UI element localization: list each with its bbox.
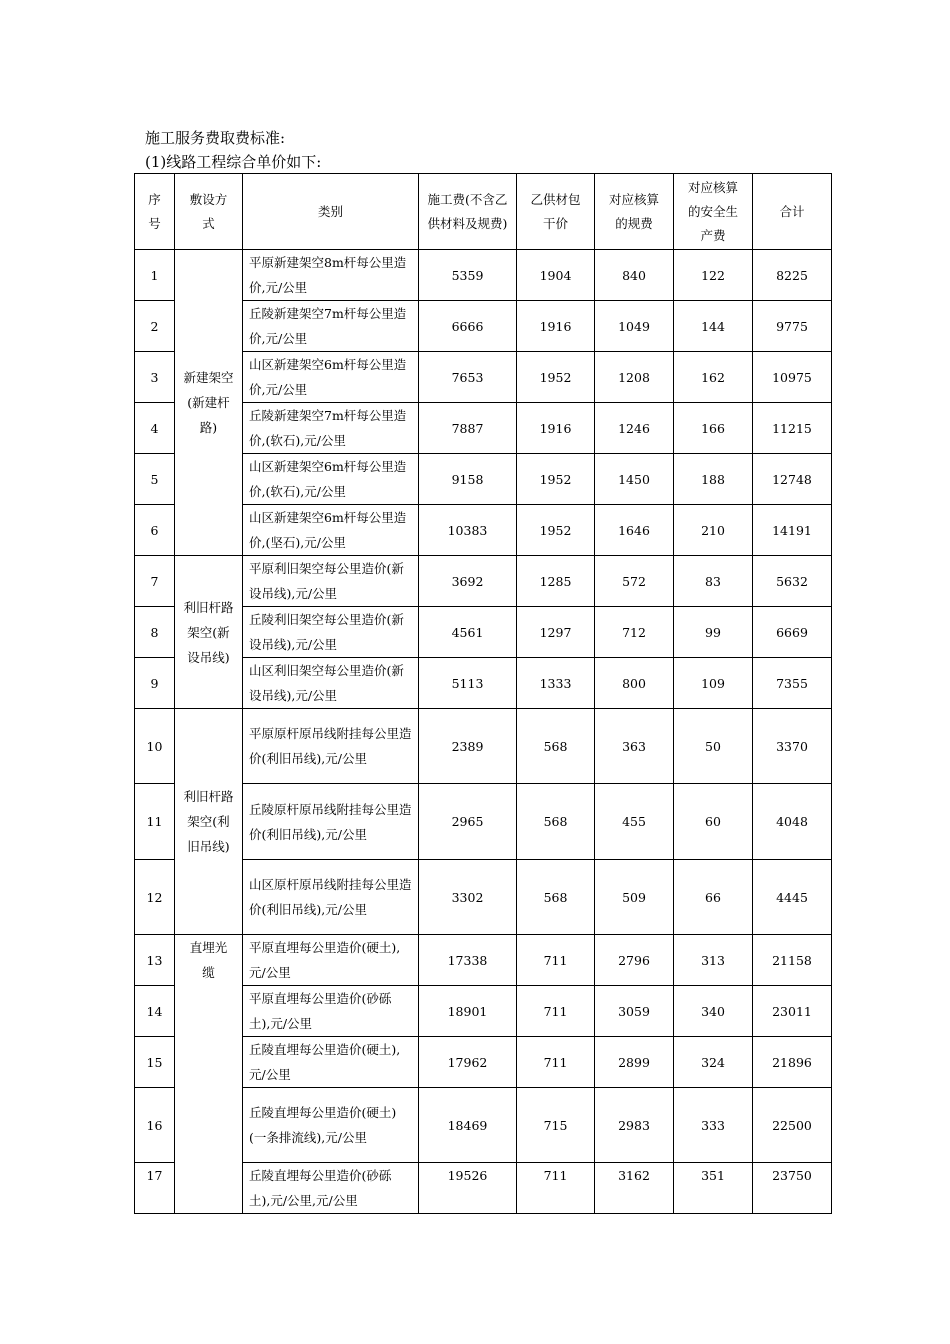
- table-row: [135, 709, 832, 784]
- cell-category: 丘陵新建架空7m杆每公里造价,元/公里: [243, 301, 419, 352]
- cell-construction-fee: 2389: [419, 709, 517, 784]
- cell-material: 1916: [517, 301, 595, 352]
- cell-category: 丘陵新建架空7m杆每公里造价,(软石),元/公里: [243, 403, 419, 454]
- cell-regulatory-fee: 840: [595, 250, 674, 301]
- cell-construction-fee: 10383: [419, 505, 517, 556]
- cell-total: 7355: [753, 658, 832, 709]
- cell-construction-fee: 5359: [419, 250, 517, 301]
- cell-material: 1916: [517, 403, 595, 454]
- cell-material: 715: [517, 1088, 595, 1163]
- col-header-seq: 序号: [135, 174, 175, 250]
- cell-total: 4048: [753, 784, 832, 860]
- cell-construction-fee: 3692: [419, 556, 517, 607]
- cell-safety-fee: 313: [674, 935, 753, 986]
- cell-seq: 15: [135, 1037, 175, 1088]
- cell-seq: 12: [135, 860, 175, 935]
- cell-regulatory-fee: 712: [595, 607, 674, 658]
- cell-regulatory-fee: 2796: [595, 935, 674, 986]
- cell-construction-fee: 18901: [419, 986, 517, 1037]
- cell-regulatory-fee: 1646: [595, 505, 674, 556]
- cell-material: 1952: [517, 505, 595, 556]
- cell-material: 1297: [517, 607, 595, 658]
- cell-total: 11215: [753, 403, 832, 454]
- cell-material: 1285: [517, 556, 595, 607]
- cell-construction-fee: 18469: [419, 1088, 517, 1163]
- cell-material: 1952: [517, 454, 595, 505]
- cell-total: 3370: [753, 709, 832, 784]
- cell-seq: 2: [135, 301, 175, 352]
- cell-total: 21896: [753, 1037, 832, 1088]
- cell-safety-fee: 66: [674, 860, 753, 935]
- unit-price-table: [134, 173, 832, 1214]
- cell-category: 丘陵直埋每公里造价(硬土),元/公里: [243, 1037, 419, 1088]
- col-header-category: 类别: [243, 174, 419, 250]
- cell-seq: 10: [135, 709, 175, 784]
- cell-category: 平原直埋每公里造价(砂砾土),元/公里: [243, 986, 419, 1037]
- cell-material: 568: [517, 709, 595, 784]
- table-row: [135, 250, 832, 301]
- cell-category: 丘陵利旧架空每公里造价(新设吊线),元/公里: [243, 607, 419, 658]
- cell-construction-fee: 6666: [419, 301, 517, 352]
- cell-category: 山区新建架空6m杆每公里造价,(坚石),元/公里: [243, 505, 419, 556]
- cell-construction-fee: 17338: [419, 935, 517, 986]
- cell-material: 1904: [517, 250, 595, 301]
- cell-safety-fee: 210: [674, 505, 753, 556]
- cell-total: 4445: [753, 860, 832, 935]
- cell-category: 山区原杆原吊线附挂每公里造价(利旧吊线),元/公里: [243, 860, 419, 935]
- cell-regulatory-fee: 1208: [595, 352, 674, 403]
- cell-construction-fee: 9158: [419, 454, 517, 505]
- cell-total: 9775: [753, 301, 832, 352]
- cell-total: 10975: [753, 352, 832, 403]
- table-row: [135, 556, 832, 607]
- cell-seq: 7: [135, 556, 175, 607]
- table-row: [135, 935, 832, 986]
- cell-method: 利旧杆路架空(新设吊线): [175, 556, 243, 709]
- cell-seq: 9: [135, 658, 175, 709]
- cell-material: 1952: [517, 352, 595, 403]
- cell-safety-fee: 144: [674, 301, 753, 352]
- cell-total: 12748: [753, 454, 832, 505]
- cell-safety-fee: 351: [674, 1163, 753, 1214]
- cell-safety-fee: 109: [674, 658, 753, 709]
- cell-regulatory-fee: 3059: [595, 986, 674, 1037]
- cell-material: 568: [517, 860, 595, 935]
- cell-method: 直埋光缆: [175, 935, 243, 1214]
- cell-construction-fee: 17962: [419, 1037, 517, 1088]
- cell-seq: 1: [135, 250, 175, 301]
- cell-construction-fee: 7653: [419, 352, 517, 403]
- cell-safety-fee: 166: [674, 403, 753, 454]
- col-header-method: 敷设方式: [175, 174, 243, 250]
- cell-total: 14191: [753, 505, 832, 556]
- cell-method: 利旧杆路架空(利旧吊线): [175, 709, 243, 935]
- cell-regulatory-fee: 509: [595, 860, 674, 935]
- cell-safety-fee: 99: [674, 607, 753, 658]
- cell-material: 711: [517, 1163, 595, 1214]
- cell-regulatory-fee: 1049: [595, 301, 674, 352]
- cell-safety-fee: 340: [674, 986, 753, 1037]
- col-header-regulatory-fee: 对应核算的规费: [595, 174, 674, 250]
- cell-safety-fee: 188: [674, 454, 753, 505]
- cell-total: 21158: [753, 935, 832, 986]
- cell-construction-fee: 4561: [419, 607, 517, 658]
- cell-category: 山区新建架空6m杆每公里造价,(软石),元/公里: [243, 454, 419, 505]
- cell-total: 5632: [753, 556, 832, 607]
- cell-regulatory-fee: 1450: [595, 454, 674, 505]
- cell-seq: 11: [135, 784, 175, 860]
- cell-regulatory-fee: 2983: [595, 1088, 674, 1163]
- cell-material: 568: [517, 784, 595, 860]
- cell-seq: 17: [135, 1163, 175, 1214]
- cell-category: 山区新建架空6m杆每公里造价,元/公里: [243, 352, 419, 403]
- cell-regulatory-fee: 1246: [595, 403, 674, 454]
- cell-safety-fee: 83: [674, 556, 753, 607]
- cell-total: 23750: [753, 1163, 832, 1214]
- cell-seq: 16: [135, 1088, 175, 1163]
- cell-seq: 14: [135, 986, 175, 1037]
- col-header-safety-fee: 对应核算的安全生产费: [674, 174, 753, 250]
- cell-safety-fee: 122: [674, 250, 753, 301]
- cell-material: 1333: [517, 658, 595, 709]
- cell-material: 711: [517, 935, 595, 986]
- cell-category: 平原利旧架空每公里造价(新设吊线),元/公里: [243, 556, 419, 607]
- cell-regulatory-fee: 572: [595, 556, 674, 607]
- cell-category: 平原原杆原吊线附挂每公里造价(利旧吊线),元/公里: [243, 709, 419, 784]
- cell-regulatory-fee: 3162: [595, 1163, 674, 1214]
- cell-safety-fee: 50: [674, 709, 753, 784]
- cell-method: 新建架空(新建杆路): [175, 250, 243, 556]
- page-heading: 施工服务费取费标准:: [145, 129, 286, 147]
- cell-seq: 13: [135, 935, 175, 986]
- cell-seq: 8: [135, 607, 175, 658]
- cell-safety-fee: 324: [674, 1037, 753, 1088]
- cell-construction-fee: 19526: [419, 1163, 517, 1214]
- header-row: [135, 174, 832, 250]
- cell-seq: 6: [135, 505, 175, 556]
- cell-total: 23011: [753, 986, 832, 1037]
- cell-total: 6669: [753, 607, 832, 658]
- cell-regulatory-fee: 363: [595, 709, 674, 784]
- cell-total: 8225: [753, 250, 832, 301]
- cell-total: 22500: [753, 1088, 832, 1163]
- cell-category: 丘陵原杆原吊线附挂每公里造价(利旧吊线),元/公里: [243, 784, 419, 860]
- col-header-total: 合计: [753, 174, 832, 250]
- cell-material: 711: [517, 1037, 595, 1088]
- cell-safety-fee: 333: [674, 1088, 753, 1163]
- cell-category: 平原直埋每公里造价(硬土),元/公里: [243, 935, 419, 986]
- cell-material: 711: [517, 986, 595, 1037]
- col-header-construction-fee: 施工费(不含乙供材料及规费): [419, 174, 517, 250]
- cell-regulatory-fee: 800: [595, 658, 674, 709]
- col-header-material: 乙供材包干价: [517, 174, 595, 250]
- cell-seq: 3: [135, 352, 175, 403]
- cell-construction-fee: 5113: [419, 658, 517, 709]
- cell-regulatory-fee: 455: [595, 784, 674, 860]
- table-caption: (1)线路工程综合单价如下:: [145, 153, 322, 171]
- cell-category: 丘陵直埋每公里造价(硬土)(一条排流线),元/公里: [243, 1088, 419, 1163]
- cell-category: 平原新建架空8m杆每公里造价,元/公里: [243, 250, 419, 301]
- cell-category: 山区利旧架空每公里造价(新设吊线),元/公里: [243, 658, 419, 709]
- cell-construction-fee: 3302: [419, 860, 517, 935]
- cell-safety-fee: 60: [674, 784, 753, 860]
- cell-safety-fee: 162: [674, 352, 753, 403]
- cell-regulatory-fee: 2899: [595, 1037, 674, 1088]
- cell-construction-fee: 7887: [419, 403, 517, 454]
- cell-seq: 4: [135, 403, 175, 454]
- cell-category: 丘陵直埋每公里造价(砂砾土),元/公里,元/公里: [243, 1163, 419, 1214]
- cell-seq: 5: [135, 454, 175, 505]
- cell-construction-fee: 2965: [419, 784, 517, 860]
